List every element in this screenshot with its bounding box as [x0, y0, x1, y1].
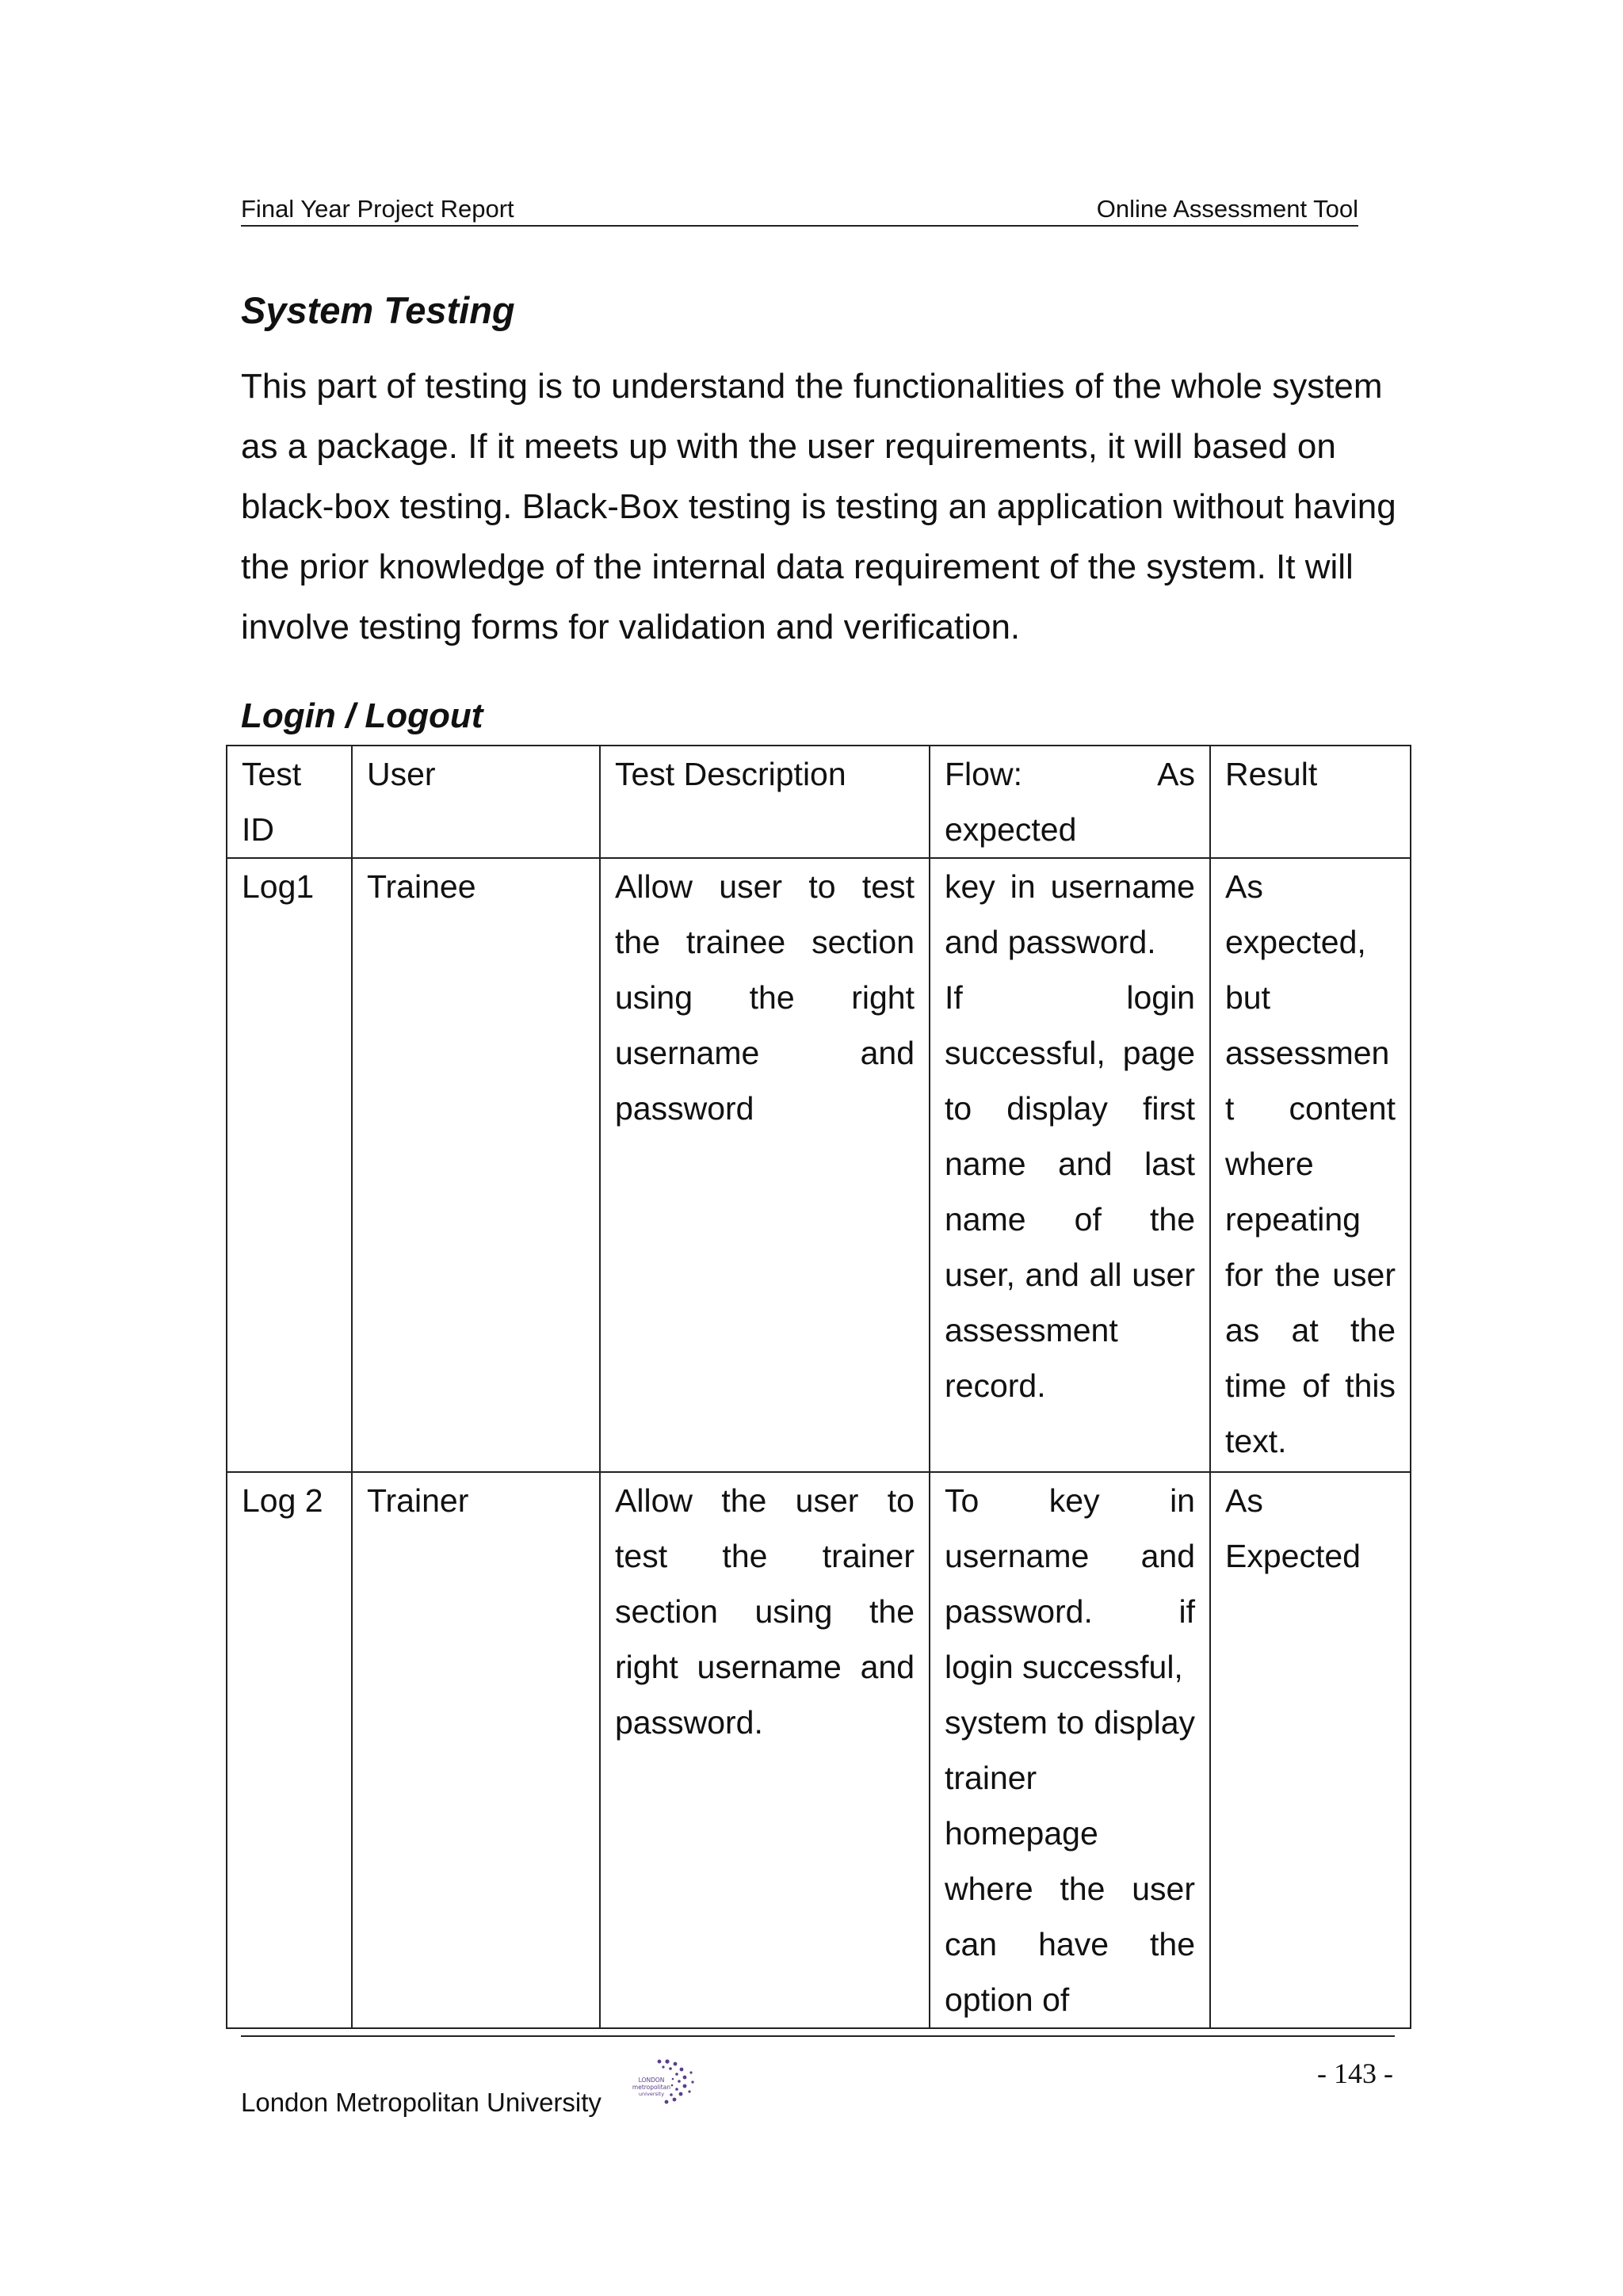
page-number: - 143 -: [1317, 2058, 1393, 2089]
cell-flow: [930, 858, 1210, 1472]
test-cases-table: [226, 745, 1411, 2029]
header-test-description: Test Description: [600, 746, 930, 858]
intro-paragraph: [241, 357, 1398, 658]
running-header: [241, 193, 1358, 227]
cell-description: Allow user to test the trainee section using the right username and password: [600, 858, 930, 1472]
flow-line: key in username and password.: [945, 868, 1195, 960]
header-result: Result: [1210, 746, 1411, 858]
flow-line: To key in username and password. if login successful,: [945, 1482, 1195, 1685]
section-title: System Testing: [241, 289, 515, 331]
svg-text:LONDON: LONDON: [638, 2077, 665, 2084]
university-logo-icon: [628, 2055, 699, 2111]
footer-university-name: London Metropolitan University: [241, 2088, 601, 2117]
table-header-row: [227, 746, 1411, 858]
svg-text:university: university: [638, 2091, 665, 2097]
flow-line: system to display trainer homepage where the user can have the option of: [945, 1704, 1195, 2018]
header-project-title: Online Assessment Tool: [1096, 195, 1358, 223]
svg-text:metropolitan: metropolitan: [632, 2084, 671, 2091]
header-flow-expected: expected: [945, 811, 1077, 848]
table-row: [227, 1472, 1411, 2028]
table-title: Login / Logout: [241, 696, 483, 735]
cell-description: Allow the user to test the trainer section using the right username and password.: [600, 1472, 930, 2028]
cell-result: As expected, but assessment content where repeating for the user as at the time of this text.: [1210, 858, 1411, 1472]
cell-user: Trainer: [352, 1472, 600, 2028]
cell-result: As Expected: [1210, 1472, 1411, 2028]
header-user: User: [352, 746, 600, 858]
cell-test-id: Log 2: [227, 1472, 352, 2028]
header-flow: [930, 746, 1210, 858]
cell-test-id: Log1: [227, 858, 352, 1472]
header-report-title: Final Year Project Report: [241, 195, 514, 223]
footer-rule: [241, 2035, 1395, 2037]
cell-user: Trainee: [352, 858, 600, 1472]
header-test-id: Test ID: [227, 746, 352, 858]
header-flow-as: As: [1157, 756, 1195, 792]
table-row: [227, 858, 1411, 1472]
cell-flow: [930, 1472, 1210, 2028]
flow-line: If login successful, page to display first name and last name of the user, and all user assessment record.: [945, 979, 1195, 1404]
header-flow-label: Flow:: [945, 756, 1022, 792]
intro-text: This part of testing is to understand the functionalities of the whole system as a package. If it meets up with the user requirements, it will based on black-box testing. Black-Box testing is testing an application without having the prior knowledge of the internal data requirement of the system. It will involve testing forms for validation and verification.: [241, 367, 1396, 646]
